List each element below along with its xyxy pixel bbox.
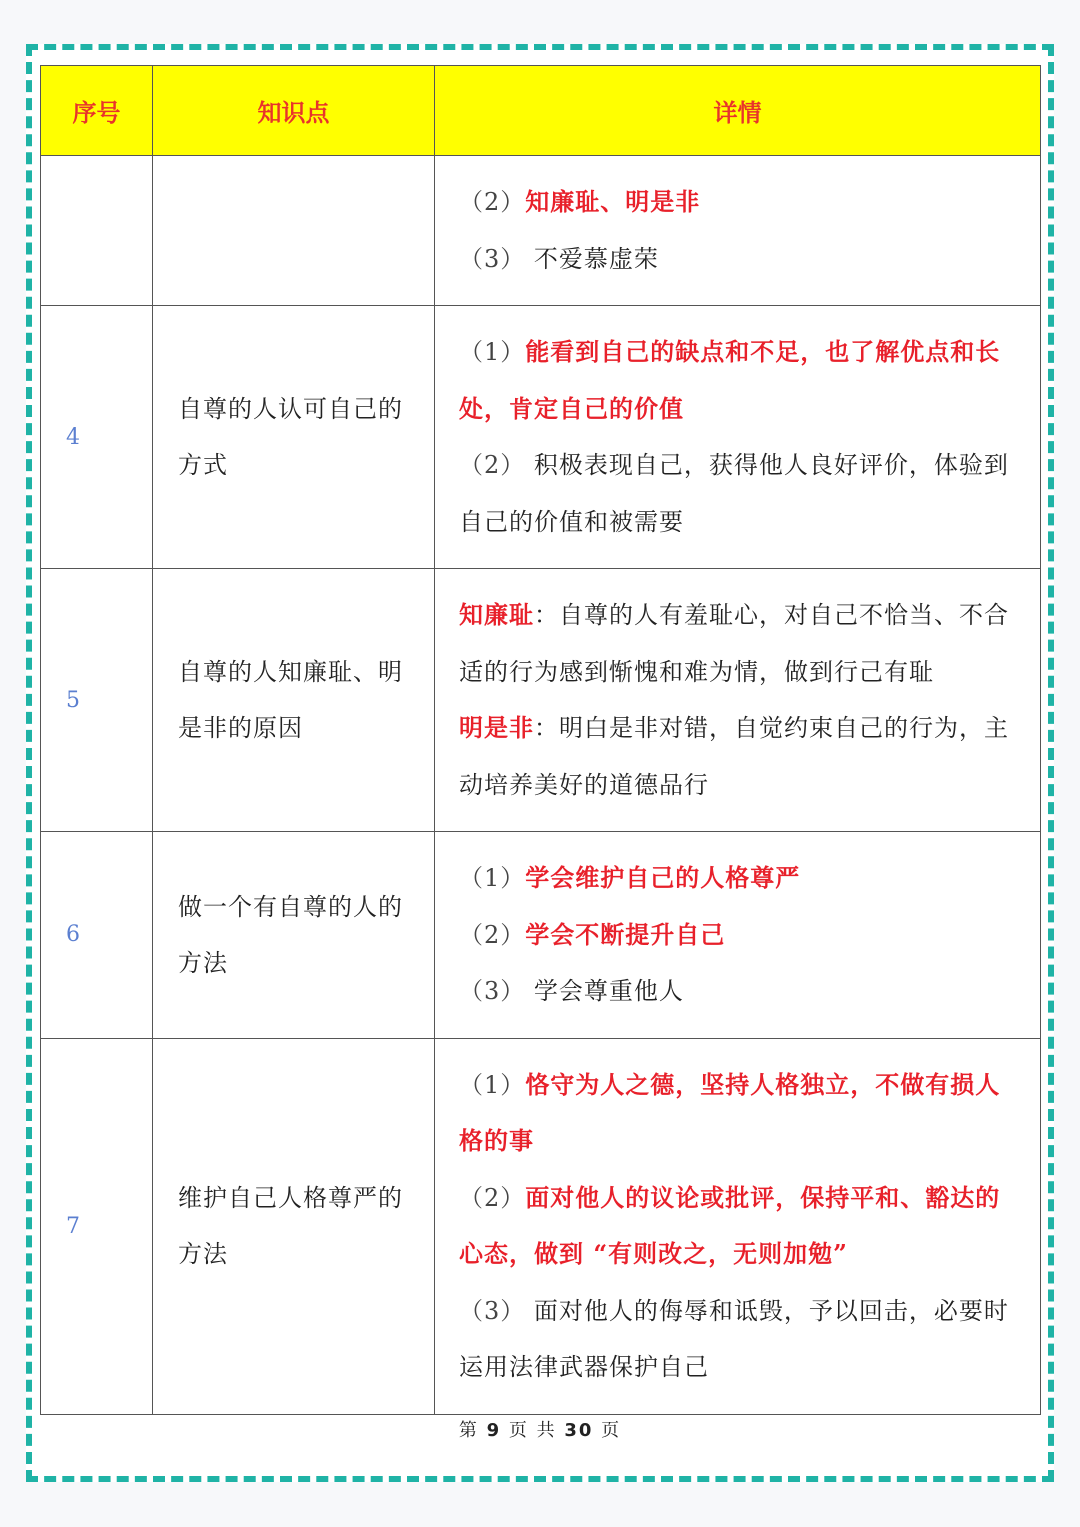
row-topic: 维护自己人格尊严的方法 (153, 1038, 435, 1414)
detail-item-text: 恪守为人之德，坚持人格独立，不做有损人格的事 (459, 1069, 1001, 1155)
detail-item-text: 学会不断提升自己 (525, 919, 726, 949)
detail-item-number: （3） (459, 1296, 526, 1325)
detail-item-number: （2） (459, 188, 526, 216)
detail-item-text: 能看到自己的缺点和不足，也了解优点和长处，肯定自己的价值 (459, 337, 1001, 423)
footer-prefix: 第 (458, 1420, 479, 1441)
table-row (41, 569, 1041, 832)
detail-item-number: （1） (459, 338, 526, 366)
detail-item (459, 1170, 1016, 1283)
row-number (41, 156, 153, 306)
detail-item (459, 1283, 1016, 1396)
detail-item-text: 积极表现自己，获得他人良好评价，体验到自己的价值和被需要 (459, 451, 1009, 536)
header-detail: 详情 (435, 66, 1041, 156)
detail-item-number: （2） (459, 1183, 526, 1212)
detail-item-text: ：明白是非对错，自觉约束自己的行为，主动培养美好的道德品行 (459, 714, 1009, 799)
detail-item (459, 174, 1016, 231)
detail-item-label: 知廉耻 (459, 600, 534, 629)
detail-item (459, 587, 1016, 700)
detail-item (459, 324, 1016, 437)
row-detail (435, 832, 1041, 1039)
knowledge-table (40, 65, 1041, 1415)
table-header-row (41, 66, 1041, 156)
row-detail (435, 569, 1041, 832)
row-detail (435, 1038, 1041, 1414)
row-number: 5 (41, 569, 153, 832)
row-topic (153, 156, 435, 306)
detail-item-number: （3） (459, 244, 526, 273)
detail-item-number: （2） (459, 920, 526, 949)
row-number: 7 (41, 1038, 153, 1414)
footer-page-number: 9 (486, 1420, 502, 1441)
detail-item-text: 面对他人的议论或批评，保持平和、豁达的心态，做到 “有则改之，无则加勉” (459, 1182, 1001, 1268)
detail-item (459, 700, 1016, 813)
row-topic: 自尊的人知廉耻、明是非的原因 (153, 569, 435, 832)
detail-item-text: ：自尊的人有羞耻心，对自己不恰当、不合适的行为感到惭愧和难为情，做到行己有耻 (459, 601, 1009, 686)
header-topic: 知识点 (153, 66, 435, 156)
table-row (41, 832, 1041, 1039)
table-row (41, 306, 1041, 569)
page-footer (0, 1416, 1080, 1442)
detail-item (459, 231, 1016, 288)
detail-item-text: 学会维护自己的人格尊严 (525, 863, 801, 892)
table-row (41, 1038, 1041, 1414)
detail-item (459, 907, 1016, 964)
detail-item-text: 不爱慕虚荣 (525, 244, 659, 273)
row-number: 6 (41, 832, 153, 1039)
row-detail (435, 306, 1041, 569)
header-num: 序号 (41, 66, 153, 156)
detail-item-number: （3） (459, 977, 526, 1005)
row-topic: 自尊的人认可自己的方式 (153, 306, 435, 569)
detail-item-text: 知廉耻、明是非 (525, 187, 701, 216)
detail-item (459, 850, 1016, 907)
table-row (41, 156, 1041, 306)
footer-middle: 页 共 (508, 1420, 557, 1441)
row-number: 4 (41, 306, 153, 569)
row-topic: 做一个有自尊的人的方法 (153, 832, 435, 1039)
detail-item-number: （1） (459, 1070, 526, 1099)
detail-item-text: 面对他人的侮辱和诋毁，予以回击，必要时运用法律武器保护自己 (459, 1296, 1009, 1381)
footer-total-pages: 30 (564, 1420, 594, 1441)
detail-item-number: （1） (459, 864, 526, 892)
detail-item-label: 明是非 (459, 713, 534, 742)
detail-item-number: （2） (459, 451, 526, 479)
table-body (41, 156, 1041, 1415)
detail-item-text: 学会尊重他人 (525, 977, 684, 1005)
detail-item (459, 437, 1016, 550)
detail-item (459, 1057, 1016, 1170)
footer-suffix: 页 (601, 1420, 622, 1441)
row-detail (435, 156, 1041, 306)
detail-item (459, 963, 1016, 1020)
